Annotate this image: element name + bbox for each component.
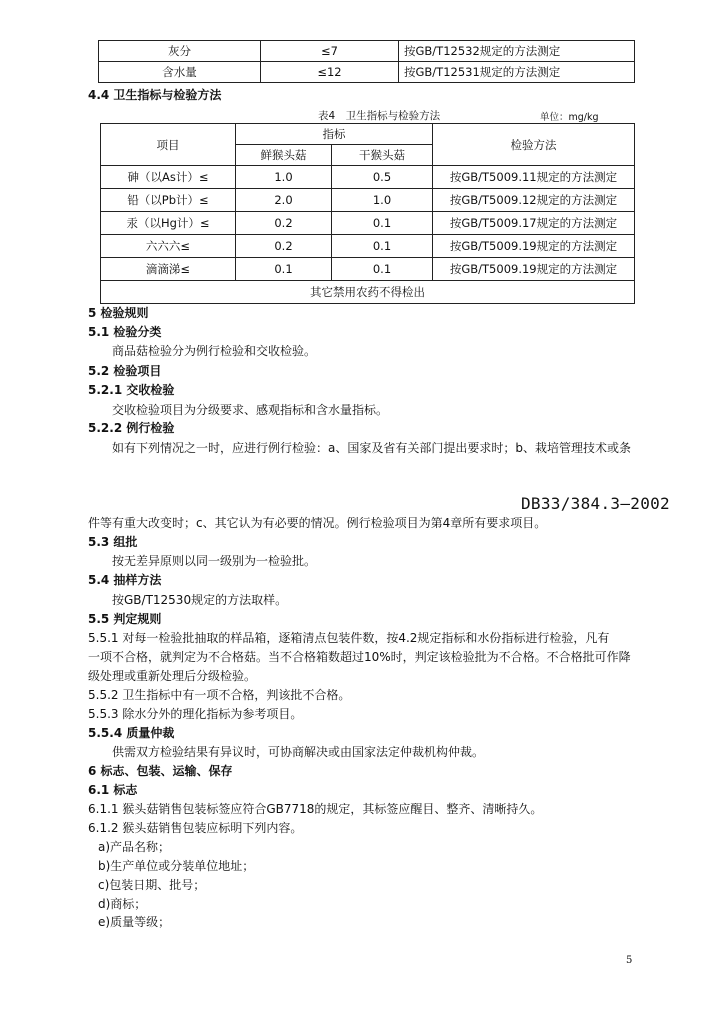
table-cell: 灰分	[99, 41, 261, 62]
header-item: 项目	[101, 124, 236, 166]
section-heading: 6 标志、包装、运输、保存	[88, 764, 233, 778]
table-row	[99, 41, 635, 62]
paragraph: 6.1.1 猴头菇销售包装标签应符合GB7718的规定，其标签应醒目、整齐、清晰持久。	[88, 802, 543, 816]
table-cell: 0.1	[332, 258, 433, 281]
table-row	[101, 166, 635, 189]
paragraph: 一项不合格，就判定为不合格菇。当不合格箱数超过10%时，判定该检验批为不合格。不合格批可作降	[88, 650, 631, 664]
table-cell: 0.1	[236, 258, 332, 281]
table-cell: ≤7	[261, 41, 399, 62]
section-heading: 5.1 检验分类	[88, 325, 162, 339]
table-cell: 按GB/T5009.19规定的方法测定	[433, 258, 635, 281]
section-heading: 6.1 标志	[88, 783, 138, 797]
paragraph: 商品菇检验分为例行检验和交收检验。	[112, 344, 317, 358]
table-cell: 铅（以Pb计）≤	[101, 189, 236, 212]
paragraph: 交收检验项目为分级要求、感观指标和含水量指标。	[112, 403, 389, 417]
table-cell: 按GB/T5009.12规定的方法测定	[433, 189, 635, 212]
list-item: e)质量等级；	[98, 915, 171, 929]
table-cell: 滴滴涕≤	[101, 258, 236, 281]
table-cell: 按GB/T5009.17规定的方法测定	[433, 212, 635, 235]
table-cell: 1.0	[332, 189, 433, 212]
paragraph: 5.5.2 卫生指标中有一项不合格，判该批不合格。	[88, 688, 351, 702]
table-cell: 0.2	[236, 212, 332, 235]
hygiene-table	[100, 123, 635, 304]
section-heading: 5 检验规则	[88, 306, 149, 320]
table-cell: 按GB/T12532规定的方法测定	[399, 41, 635, 62]
section-heading: 5.4 抽样方法	[88, 573, 162, 587]
paragraph: 按GB/T12530规定的方法取样。	[112, 593, 288, 607]
table-cell: 0.1	[332, 235, 433, 258]
table-cell: 六六六≤	[101, 235, 236, 258]
header-index: 指标	[236, 124, 433, 145]
paragraph: 5.5.1 对每一检验批抽取的样品箱，逐箱清点包装件数，按4.2规定指标和水份指标进行检验，凡有	[88, 631, 610, 645]
header-method: 检验方法	[433, 124, 635, 166]
list-item: c)包装日期、批号；	[98, 878, 206, 892]
table-row	[101, 235, 635, 258]
table-row	[101, 189, 635, 212]
paragraph: 供需双方检验结果有异议时，可协商解决或由国家法定仲裁机构仲裁。	[112, 745, 485, 759]
list-item: a)产品名称；	[98, 840, 171, 854]
paragraph: 5.5.3 除水分外的理化指标为参考项目。	[88, 707, 303, 721]
table-cell: 1.0	[236, 166, 332, 189]
table-header-row	[101, 124, 635, 145]
table-footer-row	[101, 281, 635, 304]
table-row	[101, 258, 635, 281]
page-number: 5	[626, 955, 633, 966]
table-row	[101, 212, 635, 235]
section-heading: 5.5 判定规则	[88, 612, 162, 626]
table-unit: 单位：mg/kg	[540, 112, 599, 123]
table-cell: 0.5	[332, 166, 433, 189]
paragraph: 件等有重大改变时；c、其它认为有必要的情况。例行检验项目为第4章所有要求项目。	[88, 516, 547, 530]
table-caption: 表4 卫生指标与检验方法	[318, 110, 441, 122]
header-dry: 干猴头菇	[332, 145, 433, 166]
table-footer-note: 其它禁用农药不得检出	[101, 281, 635, 304]
header-fresh: 鲜猴头菇	[236, 145, 332, 166]
document-id: DB33/384.3—2002	[521, 494, 670, 513]
table-cell: 0.2	[236, 235, 332, 258]
table-cell: 0.1	[332, 212, 433, 235]
top-table	[98, 40, 635, 83]
section-heading: 5.2.1 交收检验	[88, 383, 175, 397]
table-cell: 汞（以Hg计）≤	[101, 212, 236, 235]
table-cell: 按GB/T12531规定的方法测定	[399, 62, 635, 83]
section-heading: 4.4 卫生指标与检验方法	[88, 88, 222, 102]
list-item: d)商标；	[98, 897, 147, 911]
table-row	[99, 62, 635, 83]
paragraph: 按无差异原则以同一级别为一检验批。	[112, 554, 317, 568]
paragraph: 级处理或重新处理后分级检验。	[88, 669, 257, 683]
list-item: b)生产单位或分装单位地址；	[98, 859, 255, 873]
section-heading: 5.3 组批	[88, 535, 138, 549]
section-heading: 5.2.2 例行检验	[88, 421, 175, 435]
paragraph: 6.1.2 猴头菇销售包装应标明下列内容。	[88, 821, 303, 835]
table-cell: 含水量	[99, 62, 261, 83]
table-cell: 2.0	[236, 189, 332, 212]
section-heading: 5.5.4 质量仲裁	[88, 726, 175, 740]
section-heading: 5.2 检验项目	[88, 364, 162, 378]
table-cell: 按GB/T5009.11规定的方法测定	[433, 166, 635, 189]
table-cell: 砷（以As计）≤	[101, 166, 236, 189]
paragraph: 如有下列情况之一时，应进行例行检验：a、国家及省有关部门提出要求时；b、栽培管理技术或条	[112, 441, 631, 455]
table-cell: ≤12	[261, 62, 399, 83]
table-cell: 按GB/T5009.19规定的方法测定	[433, 235, 635, 258]
